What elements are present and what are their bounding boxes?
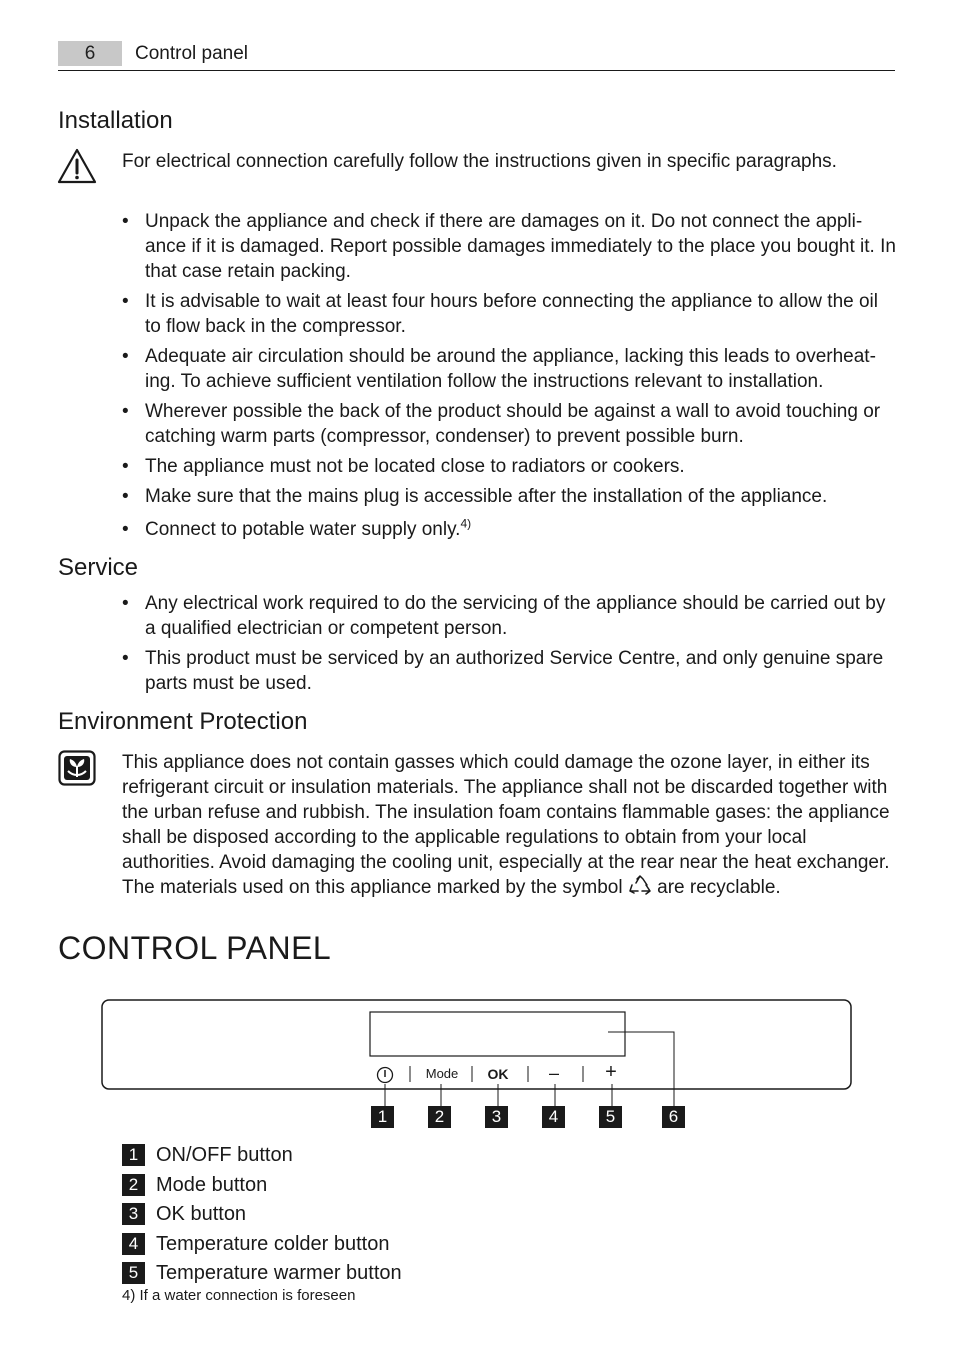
control-panel-diagram [100, 998, 854, 1133]
list-item: • Wherever possible the back of the product should be against a wall to avoid touching or catching warm parts (compressor, condenser) to prevent possible burn. [122, 399, 897, 449]
minus-button[interactable]: – [548, 1063, 559, 1083]
list-item [122, 517, 897, 542]
callout-6: 6 [662, 1106, 685, 1128]
legend-number: 2 [122, 1174, 145, 1196]
legend-label: ON/OFF button [156, 1144, 293, 1166]
legend-number: 3 [122, 1203, 145, 1225]
list-item: • This product must be serviced by an authorized Service Centre, and only genuine spare parts must be used. [122, 646, 897, 696]
legend-label: Mode button [156, 1174, 268, 1196]
service-bullet-list [122, 591, 897, 701]
list-item: • Adequate air circulation should be around the appliance, lacking this leads to overheat-ing. To achieve sufficient ventilation follow the instructions relevant to installation. [122, 344, 897, 394]
legend-label: Temperature colder button [156, 1233, 390, 1255]
legend-label: Temperature warmer button [156, 1262, 402, 1284]
callout-5: 5 [599, 1106, 622, 1128]
environment-text-end: are recyclable. [657, 877, 781, 898]
installation-heading: Installation [58, 107, 173, 134]
running-header-title: Control panel [135, 43, 249, 64]
environment-paragraph [122, 750, 897, 900]
list-item: • The appliance must not be located close to radiators or cookers. [122, 454, 897, 479]
footnote-reference: 4) [460, 516, 472, 531]
service-heading: Service [58, 554, 139, 581]
legend-number: 4 [122, 1233, 145, 1255]
environment-heading: Environment Protection [58, 708, 308, 735]
legend-number: 5 [122, 1262, 145, 1284]
list-item-text: Connect to potable water supply only. [145, 519, 461, 540]
recycle-icon [628, 875, 652, 897]
header-divider [58, 70, 895, 71]
callout-4: 4 [542, 1106, 565, 1128]
warning-icon [57, 147, 97, 185]
environment-icon [58, 750, 96, 786]
page-number: 6 [58, 41, 122, 66]
footnote: 4) If a water connection is foreseen [122, 1287, 356, 1304]
mode-button[interactable]: Mode [425, 1066, 459, 1081]
list-item: • Any electrical work required to do the servicing of the appliance should be carried out by a qualified electrician or competent person. [122, 591, 897, 641]
list-item: • It is advisable to wait at least four hours before connecting the appliance to allow the oil to flow back in the compressor. [122, 289, 897, 339]
list-item: • Unpack the appliance and check if there are damages on it. Do not connect the appli-ance if it is damaged. Report possible damages immediately to the place you bought it. In that case retain packing. [122, 209, 897, 284]
ok-button[interactable]: OK [487, 1066, 509, 1082]
legend-label: OK button [156, 1203, 247, 1225]
installation-warning-text: For electrical connection carefully follow the instructions given in specific paragraphs. [122, 151, 837, 172]
callout-3: 3 [485, 1106, 508, 1128]
legend-number: 1 [122, 1144, 145, 1166]
control-panel-heading: CONTROL PANEL [58, 930, 332, 966]
list-item: • Make sure that the mains plug is accessible after the installation of the appliance. [122, 484, 897, 509]
environment-text: This appliance does not contain gasses which could damage the ozone layer, in either its refrigerant circuit or insulation materials. The appliance shall not be discarded together with the urban refuse and rubbish. The insulation foam contains flammable gases: the appliance shall be disposed according to the applicable regulations to obtain from your local authorities. Avoid damaging the cooling unit, especially at the rear near the heat exchanger. The materials used on this appliance marked by the symbol [122, 752, 890, 898]
plus-button[interactable]: + [605, 1061, 617, 1083]
power-icon[interactable] [375, 1065, 395, 1085]
callout-1: 1 [371, 1106, 394, 1128]
installation-bullet-list [122, 209, 897, 547]
callout-2: 2 [428, 1106, 451, 1128]
